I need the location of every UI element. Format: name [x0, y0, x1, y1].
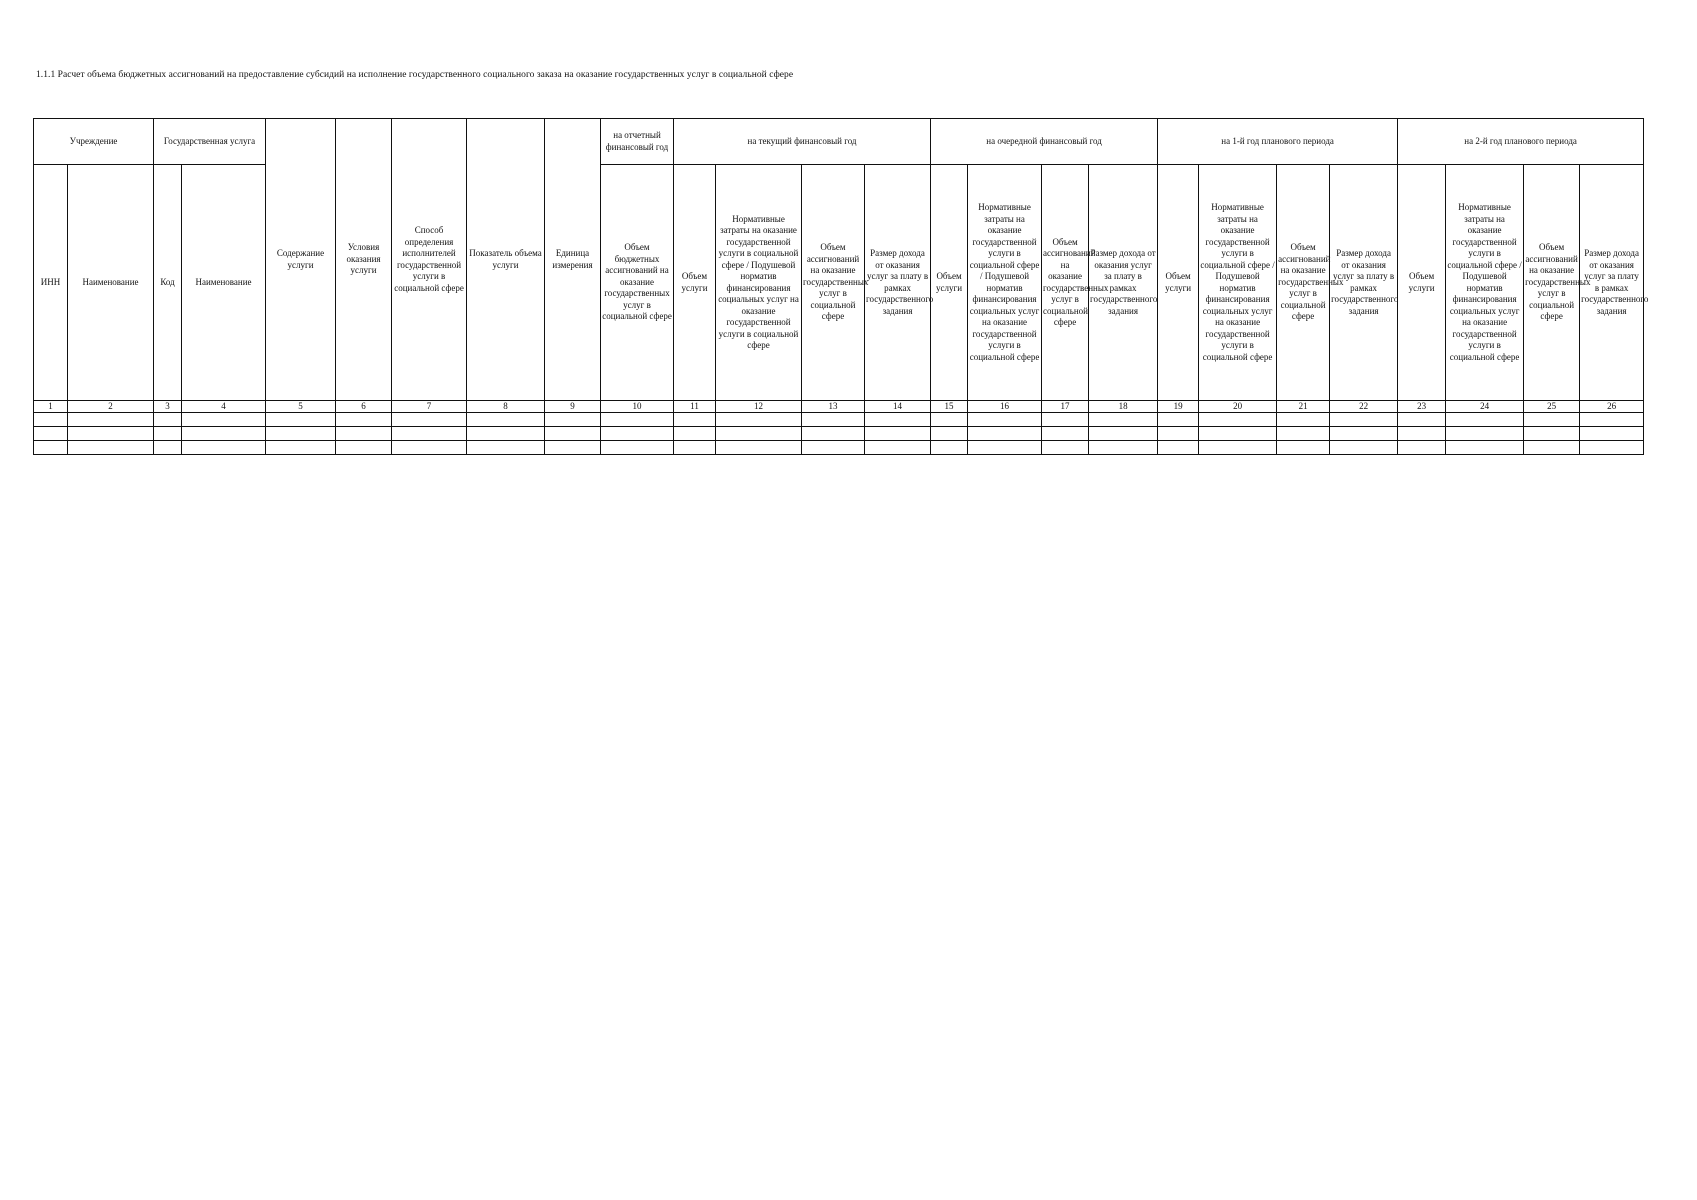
table-cell [1277, 427, 1330, 441]
header-next-income: Размер дохода от оказания услуг за плату в рамках государственного задания [1089, 165, 1158, 401]
table-cell [392, 413, 467, 427]
table-cell [1524, 427, 1580, 441]
header-next-volume: Объем услуги [931, 165, 968, 401]
table-cell [1042, 413, 1089, 427]
table-cell [545, 427, 601, 441]
table-cell [1330, 441, 1398, 455]
header-plan1-income: Размер дохода от оказания услуг за плату в рамках государственного задания [1330, 165, 1398, 401]
table-cell [865, 427, 931, 441]
table-cell [1446, 427, 1524, 441]
header-next-norm: Нормативные затраты на оказание государственной услуги в социальной сфере / Подушевой норматив финансирования социальных услуг на оказание государственной услуги в социальной сфере [968, 165, 1042, 401]
header-service-name: Наименование [182, 165, 266, 401]
table-cell [1330, 427, 1398, 441]
budget-calculation-table [33, 118, 1649, 455]
table-cell [1042, 427, 1089, 441]
table-row [34, 413, 1644, 427]
table-cell [1089, 441, 1158, 455]
header-inn: ИНН [34, 165, 68, 401]
header-plan2-norm: Нормативные затраты на оказание государственной услуги в социальной сфере / Подушевой норматив финансирования социальных услуг на оказание государственной услуги в социальной сфере [1446, 165, 1524, 401]
table-cell [34, 413, 68, 427]
column-number: 15 [931, 401, 968, 413]
table-cell [968, 441, 1042, 455]
table-cell [545, 413, 601, 427]
table-cell [931, 427, 968, 441]
table-cell [34, 441, 68, 455]
table-cell [1446, 413, 1524, 427]
table-cell [1398, 427, 1446, 441]
table-cell [1446, 441, 1524, 455]
table-cell [931, 413, 968, 427]
table-cell [674, 413, 716, 427]
header-plan1-volume: Объем услуги [1158, 165, 1199, 401]
table-cell [266, 427, 336, 441]
header-current-income: Размер дохода от оказания услуг за плату в рамках государственного задания [865, 165, 931, 401]
header-report-volume: Объем бюджетных ассигнований на оказание государственных услуг в социальной сфере [601, 165, 674, 401]
table-cell [968, 413, 1042, 427]
table-cell [865, 413, 931, 427]
column-number: 26 [1580, 401, 1644, 413]
column-number: 20 [1199, 401, 1277, 413]
column-number: 18 [1089, 401, 1158, 413]
table-cell [336, 413, 392, 427]
header-unit: Единица измерения [545, 119, 601, 401]
column-number: 8 [467, 401, 545, 413]
table-cell [68, 441, 154, 455]
table-cell [1398, 441, 1446, 455]
header-next-allocations: Объем ассигнований на оказание государственных услуг в социальной сфере [1042, 165, 1089, 401]
table-cell [1158, 427, 1199, 441]
column-number: 19 [1158, 401, 1199, 413]
header-plan-year-1: на 1-й год планового периода [1158, 119, 1398, 165]
header-next-year: на очередной финансовый год [931, 119, 1158, 165]
table-cell [674, 441, 716, 455]
table-cell [1398, 413, 1446, 427]
table-cell [392, 427, 467, 441]
table-cell [716, 427, 802, 441]
table-cell [716, 441, 802, 455]
table-cell [931, 441, 968, 455]
table-cell [1089, 427, 1158, 441]
document-title: 1.1.1 Расчет объема бюджетных ассигнований на предоставление субсидий на исполнение государственного социального заказа на оказание государственных услуг в социальной сфере [36, 70, 794, 80]
column-number: 13 [802, 401, 865, 413]
table-cell [674, 427, 716, 441]
header-institution: Учреждение [34, 119, 154, 165]
header-code: Код [154, 165, 182, 401]
column-number: 12 [716, 401, 802, 413]
table-cell [1277, 413, 1330, 427]
table-cell [865, 441, 931, 455]
header-report-year: на отчетный финансовый год [601, 119, 674, 165]
header-current-volume: Объем услуги [674, 165, 716, 401]
table-cell [182, 413, 266, 427]
table-cell [1158, 441, 1199, 455]
table-cell [601, 441, 674, 455]
table-cell [601, 427, 674, 441]
table-cell [1580, 427, 1644, 441]
table-cell [802, 413, 865, 427]
header-current-norm: Нормативные затраты на оказание государственной услуги в социальной сфере / Подушевой норматив финансирования социальных услуг на оказание государственной услуги в социальной сфере [716, 165, 802, 401]
table-cell [802, 427, 865, 441]
table-cell [182, 441, 266, 455]
column-number: 6 [336, 401, 392, 413]
table-cell [182, 427, 266, 441]
column-number: 25 [1524, 401, 1580, 413]
table-row [34, 427, 1644, 441]
table-cell [1330, 413, 1398, 427]
table-cell [1042, 441, 1089, 455]
table-cell [716, 413, 802, 427]
column-number: 16 [968, 401, 1042, 413]
table-cell [336, 441, 392, 455]
table-cell [154, 427, 182, 441]
table-cell [154, 413, 182, 427]
column-number: 3 [154, 401, 182, 413]
column-number: 17 [1042, 401, 1089, 413]
table-cell [467, 413, 545, 427]
table-cell [266, 441, 336, 455]
table-cell [1580, 441, 1644, 455]
header-method: Способ определения исполнителей государственной услуги в социальной сфере [392, 119, 467, 401]
header-current-allocations: Объем ассигнований на оказание государственных услуг в социальной сфере [802, 165, 865, 401]
header-plan2-volume: Объем услуги [1398, 165, 1446, 401]
table-cell [1524, 441, 1580, 455]
table-cell [1089, 413, 1158, 427]
table-cell [154, 441, 182, 455]
column-number: 4 [182, 401, 266, 413]
column-number: 11 [674, 401, 716, 413]
column-number: 24 [1446, 401, 1524, 413]
table-cell [1199, 427, 1277, 441]
header-institution-name: Наименование [68, 165, 154, 401]
header-plan1-norm: Нормативные затраты на оказание государственной услуги в социальной сфере / Подушевой норматив финансирования социальных услуг на оказание государственной услуги в социальной сфере [1199, 165, 1277, 401]
table-cell [467, 427, 545, 441]
column-number: 5 [266, 401, 336, 413]
table-cell [467, 441, 545, 455]
table-cell [1277, 441, 1330, 455]
table-cell [545, 441, 601, 455]
column-number: 7 [392, 401, 467, 413]
table-cell [34, 427, 68, 441]
header-conditions: Условия оказания услуги [336, 119, 392, 401]
header-plan2-income: Размер дохода от оказания услуг за плату в рамках государственного задания [1580, 165, 1644, 401]
table-cell [1580, 413, 1644, 427]
header-plan2-allocations: Объем ассигнований на оказание государственных услуг в социальной сфере [1524, 165, 1580, 401]
column-number: 10 [601, 401, 674, 413]
table-cell [601, 413, 674, 427]
table-cell [1158, 413, 1199, 427]
column-number: 2 [68, 401, 154, 413]
header-plan-year-2: на 2-й год планового периода [1398, 119, 1644, 165]
column-number: 22 [1330, 401, 1398, 413]
table-cell [1524, 413, 1580, 427]
table-cell [68, 427, 154, 441]
header-service: Государственная услуга [154, 119, 266, 165]
table-cell [968, 427, 1042, 441]
column-numbers-row [34, 401, 1644, 413]
column-number: 21 [1277, 401, 1330, 413]
header-content: Содержание услуги [266, 119, 336, 401]
header-indicator: Показатель объема услуги [467, 119, 545, 401]
header-current-year: на текущий финансовый год [674, 119, 931, 165]
table-cell [392, 441, 467, 455]
table-cell [336, 427, 392, 441]
table-row [34, 441, 1644, 455]
column-number: 14 [865, 401, 931, 413]
column-number: 9 [545, 401, 601, 413]
table-cell [266, 413, 336, 427]
header-plan1-allocations: Объем ассигнований на оказание государственных услуг в социальной сфере [1277, 165, 1330, 401]
table-cell [802, 441, 865, 455]
table-cell [68, 413, 154, 427]
table-cell [1199, 441, 1277, 455]
column-number: 1 [34, 401, 68, 413]
column-number: 23 [1398, 401, 1446, 413]
table-cell [1199, 413, 1277, 427]
